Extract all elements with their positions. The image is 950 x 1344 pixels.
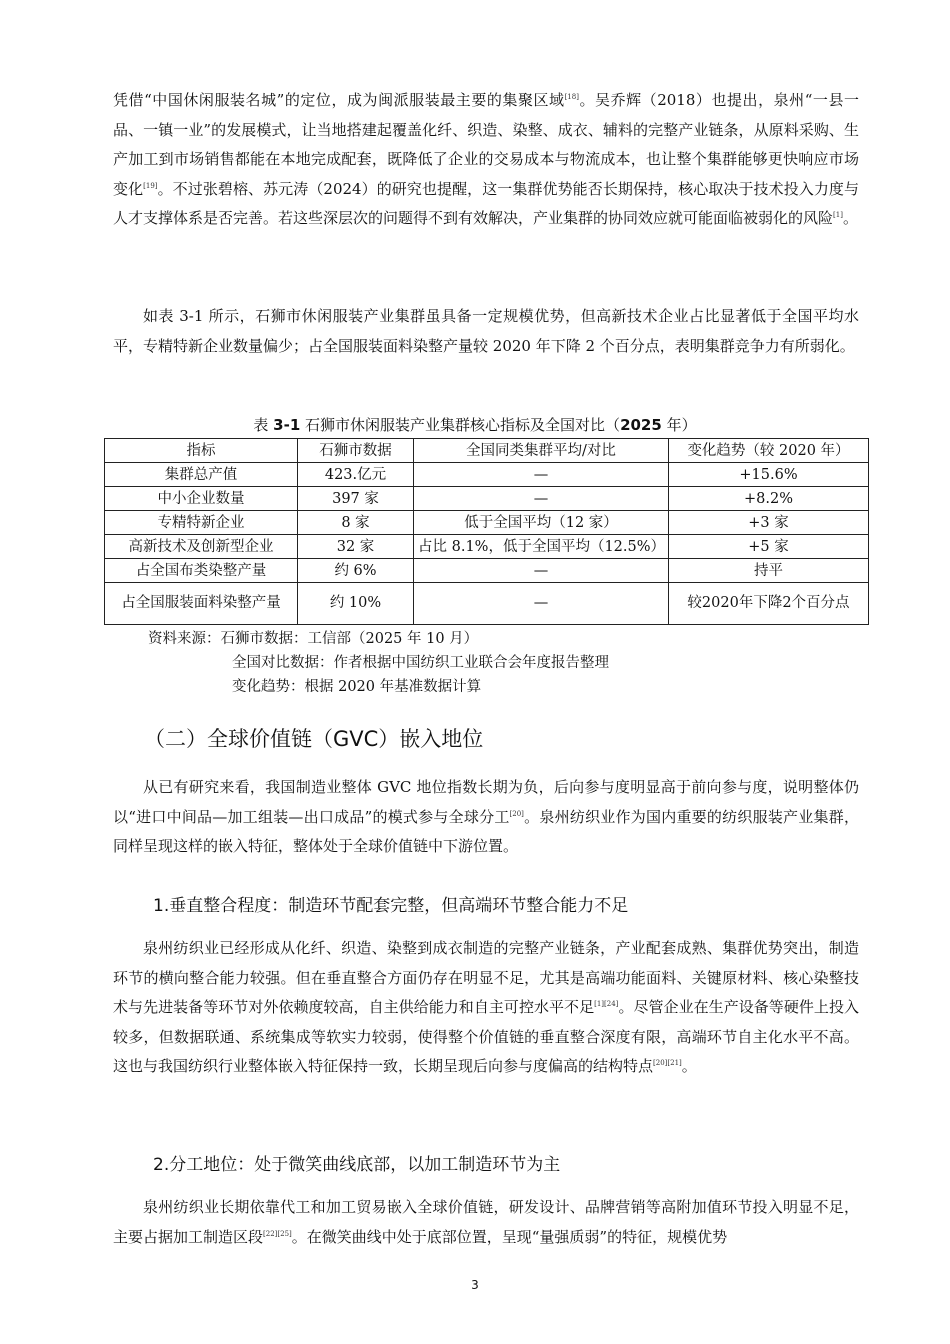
table-cell: 约 10% (298, 583, 414, 625)
table-cell: 较2020年下降2个百分点 (669, 583, 869, 625)
table-cell: 低于全国平均（12 家） (414, 511, 669, 535)
table-cell: +8.2% (669, 487, 869, 511)
table-source-note (148, 627, 609, 699)
table-cell: 397 家 (298, 487, 414, 511)
indicator-table (104, 438, 869, 625)
table-cell: 占全国布类染整产量 (105, 559, 298, 583)
table-cell: 423.亿元 (298, 463, 414, 487)
table-row (105, 583, 869, 625)
paragraph-text: 。不过张碧榕、苏元涛（2024）的研究也提醒，这一集群优势能否长期保持，核心取决于技术投入力度与人才支撑体系是否完善。若这些深层次的问题得不到有效解决，产业集群的协同效应就可能面临被弱化的风险 (113, 179, 859, 227)
citation: [19] (143, 181, 158, 190)
citation: [22][25] (263, 1229, 292, 1238)
table-cell: 占全国服装面料染整产量 (105, 583, 298, 625)
table-cell: +15.6% (669, 463, 869, 487)
paragraph-division-position (113, 1193, 859, 1252)
table-cell: 8 家 (298, 511, 414, 535)
section-heading: （二）全球价值链（GVC）嵌入地位 (144, 727, 484, 751)
table-cell: — (414, 463, 669, 487)
paragraph-text: 泉州纺织业已经形成从化纤、织造、染整到成衣制造的完整产业链条，产业配套成熟、集群优势突出，制造环节的横向整合能力较强。但在垂直整合方面仍存在明显不足，尤其是高端功能面料、关键原材料、核心染整技术与先进装备等环节对外依赖度较高，自主供给能力和自主可控水平不足 (113, 939, 859, 1016)
table-cell: +5 家 (669, 535, 869, 559)
source-line: 资料来源：石狮市数据：工信部（2025 年 10 月） (148, 631, 479, 647)
table-cell: 中小企业数量 (105, 487, 298, 511)
paragraph-gvc-overview (113, 773, 859, 862)
table-cell: 32 家 (298, 535, 414, 559)
table-row (105, 463, 869, 487)
page-number: 3 (471, 1278, 479, 1292)
table-cell: 约 6% (298, 559, 414, 583)
table-row (105, 535, 869, 559)
table-number: 3-1 (273, 416, 301, 434)
table-cell: — (414, 583, 669, 625)
citation: [1] (833, 211, 843, 219)
paragraph-text: 。在微笑曲线中处于底部位置，呈现“量强质弱”的特征，规模优势 (291, 1227, 728, 1246)
paragraph-text: 泉州纺织业长期依靠代工和加工贸易嵌入全球价值链，研发设计、品牌营销等高附加值环节投入明显不足，主要占据加工制造区段 (113, 1198, 859, 1246)
paragraph-text: 。泉州纺织业作为国内重要的纺织服装产业集群，同样呈现这样的嵌入特征，整体处于全球价值链中下游位置。 (113, 807, 859, 855)
citation: [18] (564, 93, 579, 101)
column-header: 全国同类集群平均/对比 (414, 439, 669, 463)
column-header: 指标 (105, 439, 298, 463)
table-cell: — (414, 559, 669, 583)
column-header: 变化趋势（较 2020 年） (669, 439, 869, 463)
paragraph-vertical-integration (113, 934, 859, 1082)
table-row (105, 559, 869, 583)
paragraph-table-intro: 如表 3-1 所示，石狮市休闲服装产业集群虽具备一定规模优势，但高新技术企业占比显著低于全国平均水平，专精特新企业数量偏少；占全国服装面料染整产量较 2020 年下降 2 个百分点，表明集群竞争力有所弱化。 (113, 307, 859, 355)
citation: [20][21] (653, 1059, 682, 1067)
table-caption: 表 3-1 石狮市休闲服装产业集群核心指标及全国对比（2025 年） (253, 416, 697, 434)
paragraph-text: 。 (842, 209, 858, 227)
table-cell: 集群总产值 (105, 463, 298, 487)
paragraph-text: 凭借“中国休闲服装名城”的定位，成为闽派服装最主要的集聚区域 (113, 91, 565, 109)
subsection-heading: 2.分工地位：处于微笑曲线底部，以加工制造环节为主 (153, 1155, 561, 1175)
source-line: 全国对比数据：作者根据中国纺织工业联合会年度报告整理 (232, 655, 609, 671)
table-row (105, 487, 869, 511)
citation: [20] (509, 809, 524, 818)
paragraph-text: 。 (681, 1057, 697, 1075)
paragraph-text: 。尽管企业在生产设备等硬件上投入较多，但数据联通、系统集成等软实力较弱，使得整个价值链的垂直整合深度有限，高端环节自主化水平不高。这也与我国纺织行业整体嵌入特征保持一致，长期呈现后向参与度偏高的结构特点 (113, 998, 859, 1075)
citation: [1][24] (594, 1000, 619, 1008)
paragraph-text: 。吴乔辉（2018）也提出，泉州“一县一品、一镇一业”的发展模式，让当地搭建起覆盖化纤、织造、染整、成衣、辅料的完整产业链条，从原料采购、生产加工到市场销售都能在本地完成配套，既降低了企业的交易成本与物流成本，也让整个集群能够更快响应市场变化 (113, 91, 859, 198)
table-row (105, 511, 869, 535)
source-line: 变化趋势：根据 2020 年基准数据计算 (232, 679, 482, 695)
table-cell: 专精特新企业 (105, 511, 298, 535)
table-cell: 高新技术及创新型企业 (105, 535, 298, 559)
table-year: 2025 (620, 416, 662, 434)
paragraph-text: 从已有研究来看，我国制造业整体 GVC 地位指数长期为负，后向参与度明显高于前向参与度，说明整体仍以“进口中间品—加工组装—出口成品”的模式参与全球分工 (113, 778, 859, 826)
table-cell: 占比 8.1%，低于全国平均（12.5%） (414, 535, 669, 559)
table-cell: +3 家 (669, 511, 869, 535)
table-cell: — (414, 487, 669, 511)
table-header-row (105, 439, 869, 463)
subsection-heading: 1.垂直整合程度：制造环节配套完整，但高端环节整合能力不足 (153, 896, 629, 916)
table-cell: 持平 (669, 559, 869, 583)
column-header: 石狮市数据 (298, 439, 414, 463)
paragraph-cluster-advantage (113, 86, 859, 234)
